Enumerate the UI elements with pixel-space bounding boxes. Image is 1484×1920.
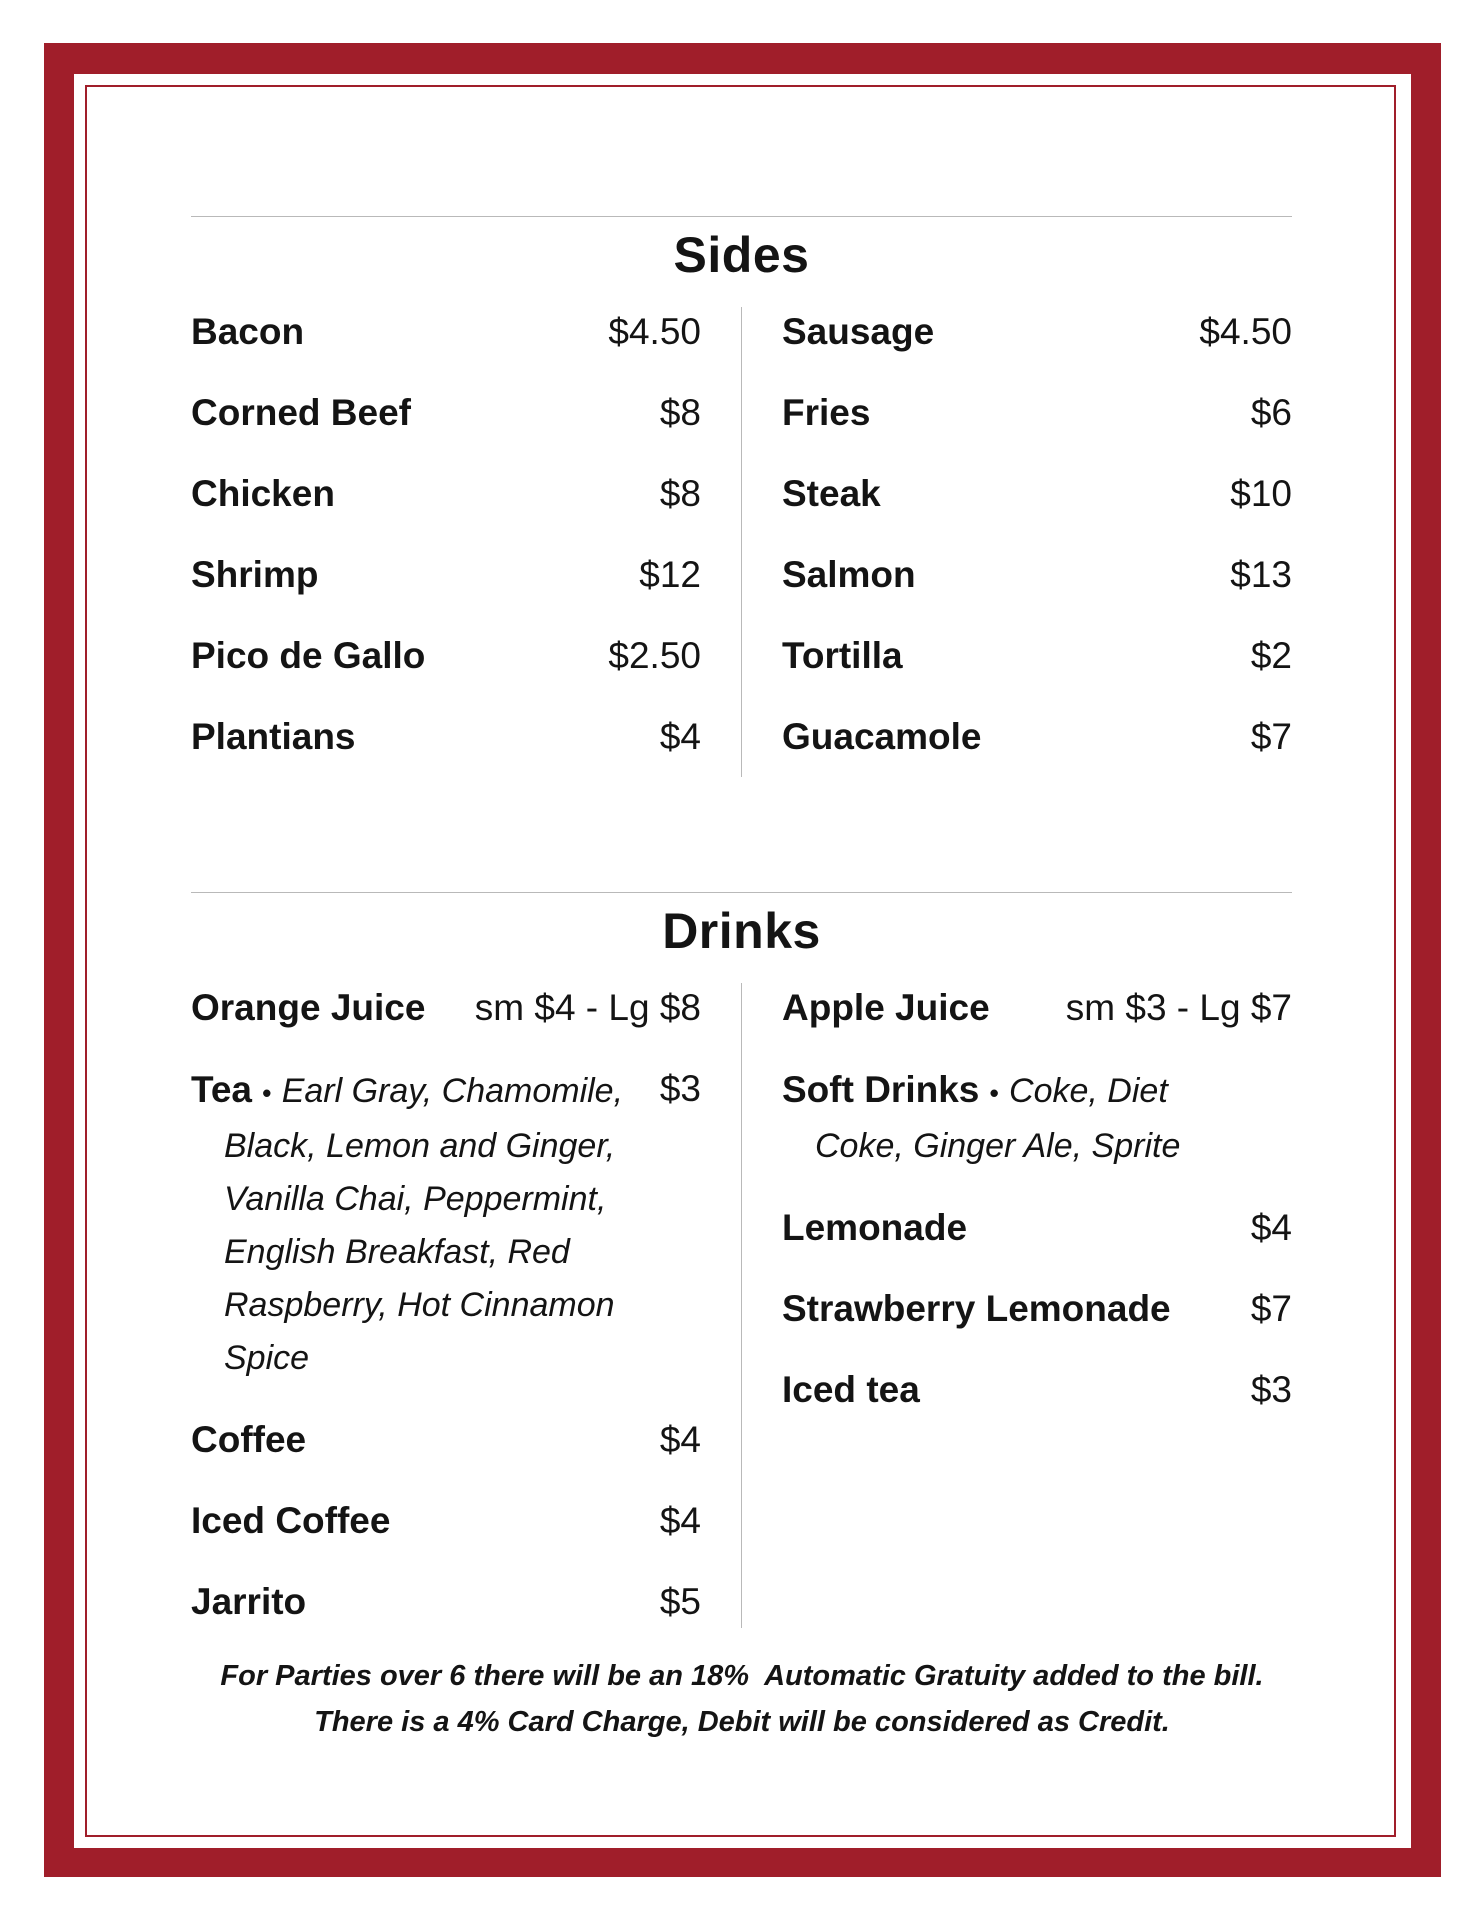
item-price: $4: [659, 1500, 701, 1541]
drinks-right-column: [782, 983, 1292, 1627]
item-name: Tortilla: [782, 635, 903, 676]
tea-text: [191, 1064, 654, 1384]
item-price: $4.50: [1199, 311, 1292, 352]
item-price: sm $4 - Lg $8: [474, 987, 701, 1028]
item-name: Plantians: [191, 716, 356, 757]
menu-item-tea: [191, 1064, 701, 1384]
menu-item: [782, 1284, 1292, 1334]
item-name: Shrimp: [191, 554, 319, 595]
item-price: $4: [659, 716, 701, 757]
sides-title: Sides: [673, 227, 810, 283]
drinks-section: [191, 892, 1292, 1627]
item-name: Tea: [191, 1069, 253, 1110]
drinks-left-column: [191, 983, 701, 1627]
item-price: $7: [1250, 716, 1292, 757]
menu-item: [782, 550, 1292, 600]
drinks-top-rule: [191, 892, 1292, 893]
item-name: Corned Beef: [191, 392, 411, 433]
menu-item: [191, 1496, 701, 1546]
item-price: $4: [1250, 1207, 1292, 1248]
menu-item: [191, 712, 701, 762]
item-price: $8: [659, 473, 701, 514]
item-price: $2: [1250, 635, 1292, 676]
menu-item: [782, 469, 1292, 519]
item-name: Apple Juice: [782, 987, 990, 1028]
sides-top-rule: [191, 216, 1292, 217]
item-price: $13: [1230, 554, 1292, 595]
item-price: sm $3 - Lg $7: [1065, 987, 1292, 1028]
item-name: Iced Coffee: [191, 1500, 391, 1541]
footer-gratuity-line: For Parties over 6 there will be an 18% Automatic Gratuity added to the bill.: [220, 1660, 1264, 1692]
item-price: $10: [1230, 473, 1292, 514]
item-name: Jarrito: [191, 1581, 307, 1622]
sides-right-column: [782, 307, 1292, 762]
item-name: Coffee: [191, 1419, 307, 1460]
item-name: Iced tea: [782, 1369, 920, 1410]
drinks-title: Drinks: [662, 903, 821, 959]
drinks-columns: [191, 983, 1292, 1627]
menu-item: [191, 469, 701, 519]
menu-item-soft-drinks: [782, 1064, 1292, 1172]
item-price: $12: [639, 554, 701, 595]
item-name: Steak: [782, 473, 881, 514]
item-name: Bacon: [191, 311, 305, 352]
item-name: Guacamole: [782, 716, 982, 757]
item-name: Chicken: [191, 473, 335, 514]
item-price: $8: [659, 392, 701, 433]
item-price: $6: [1250, 392, 1292, 433]
menu-item: [782, 631, 1292, 681]
item-description: Coke, Diet Coke, Ginger Ale, Sprite: [815, 1072, 1181, 1165]
item-name: Orange Juice: [191, 987, 426, 1028]
item-price: $4: [659, 1419, 701, 1460]
bullet: •: [262, 1078, 272, 1108]
item-name: Strawberry Lemonade: [782, 1288, 1171, 1329]
sides-section: [191, 216, 1292, 762]
item-price: $7: [1250, 1288, 1292, 1329]
menu-item: [191, 983, 701, 1033]
menu-item: [782, 712, 1292, 762]
item-name: Pico de Gallo: [191, 635, 426, 676]
item-description: Earl Gray, Chamomile, Black, Lemon and Ginger, Vanilla Chai, Peppermint, English Breakfast, Red Raspberry, Hot Cinnamon Spice: [224, 1072, 624, 1377]
item-price: $2.50: [608, 635, 701, 676]
footer-card-charge-line: There is a 4% Card Charge, Debit will be considered as Credit.: [314, 1706, 1170, 1738]
menu-item: [191, 388, 701, 438]
item-name: Fries: [782, 392, 871, 433]
menu-item: [782, 1203, 1292, 1253]
menu-item: [191, 631, 701, 681]
drinks-column-divider: [741, 983, 742, 1628]
menu-item: [191, 307, 701, 357]
item-price: $5: [659, 1581, 701, 1622]
menu-item: [782, 1365, 1292, 1415]
menu-item: [782, 388, 1292, 438]
menu-item: [191, 1577, 701, 1627]
menu-item: [191, 1415, 701, 1465]
menu-item: [782, 983, 1292, 1033]
item-price: $4.50: [608, 311, 701, 352]
sides-column-divider: [741, 307, 742, 777]
sides-columns: [191, 307, 1292, 762]
item-name: Sausage: [782, 311, 935, 352]
menu-item: [782, 307, 1292, 357]
item-price: $3: [659, 1068, 701, 1109]
soft-drinks-text: [782, 1064, 1215, 1172]
sides-left-column: [191, 307, 701, 762]
item-price: $3: [1250, 1369, 1292, 1410]
footer-notice: [100, 1653, 1384, 1745]
item-name: Soft Drinks: [782, 1069, 980, 1110]
item-name: Lemonade: [782, 1207, 968, 1248]
menu-item: [191, 550, 701, 600]
bullet: •: [989, 1078, 999, 1108]
item-name: Salmon: [782, 554, 916, 595]
